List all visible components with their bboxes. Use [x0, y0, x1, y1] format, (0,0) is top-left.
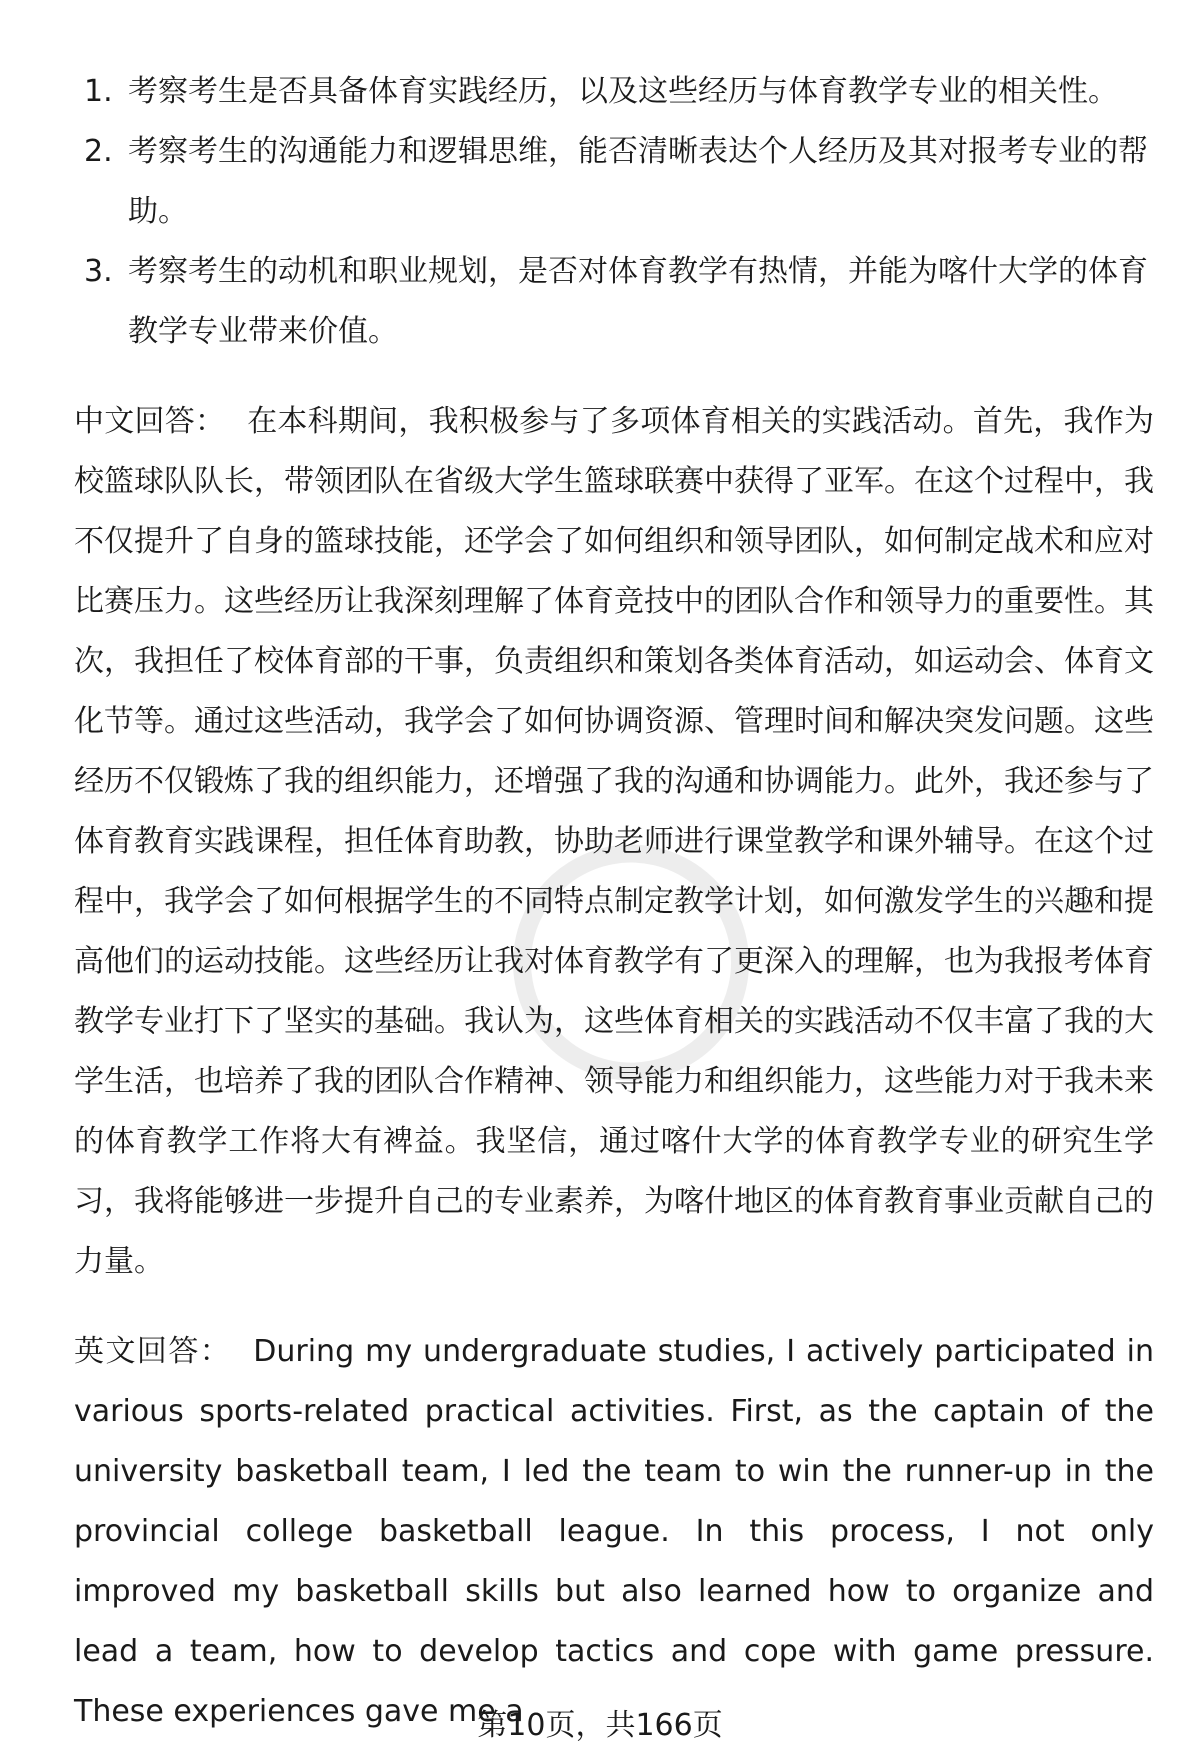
criteria-list	[74, 62, 1154, 362]
list-item-number: 1.	[84, 74, 113, 109]
list-item-text: 考察考生的动机和职业规划，是否对体育教学有热情，并能为喀什大学的体育教学专业带来价值。	[128, 254, 1148, 349]
english-answer-text: During my undergraduate studies, I actively participated in various sports-related practical activities. First, as the captain of the university basketball team, I led the team to win the runner-up in the provincial college basketball league. In this process, I not only improved my basketball skills but also learned how to organize and lead a team, how to develop tactics and cope with game pressure. These experiences gave me a	[74, 1334, 1155, 1729]
list-item-text: 考察考生是否具备体育实践经历，以及这些经历与体育教学专业的相关性。	[128, 74, 1118, 109]
list-item-number: 3.	[84, 254, 113, 289]
list-item	[74, 122, 1154, 242]
chinese-answer	[74, 392, 1154, 1292]
chinese-answer-label: 中文回答：	[74, 404, 226, 439]
chinese-answer-text: 在本科期间，我积极参与了多项体育相关的实践活动。首先，我作为校篮球队队长，带领团队在省级大学生篮球联赛中获得了亚军。在这个过程中，我不仅提升了自身的篮球技能，还学会了如何组织和领导团队，如何制定战术和应对比赛压力。这些经历让我深刻理解了体育竞技中的团队合作和领导力的重要性。其次，我担任了校体育部的干事，负责组织和策划各类体育活动，如运动会、体育文化节等。通过这些活动，我学会了如何协调资源、管理时间和解决突发问题。这些经历不仅锻炼了我的组织能力，还增强了我的沟通和协调能力。此外，我还参与了体育教育实践课程，担任体育助教，协助老师进行课堂教学和课外辅导。在这个过程中，我学会了如何根据学生的不同特点制定教学计划，如何激发学生的兴趣和提高他们的运动技能。这些经历让我对体育教学有了更深入的理解，也为我报考体育教学专业打下了坚实的基础。我认为，这些体育相关的实践活动不仅丰富了我的大学生活，也培养了我的团队合作精神、领导能力和组织能力，这些能力对于我未来的体育教学工作将大有裨益。我坚信，通过喀什大学的体育教学专业的研究生学习，我将能够进一步提升自己的专业素养，为喀什地区的体育教育事业贡献自己的力量。	[74, 404, 1155, 1279]
list-item-number: 2.	[84, 134, 113, 169]
list-item	[74, 62, 1154, 122]
list-item-text: 考察考生的沟通能力和逻辑思维，能否清晰表达个人经历及其对报考专业的帮助。	[128, 134, 1148, 229]
list-item	[74, 242, 1154, 362]
page-number: 第10页，共166页	[477, 1708, 723, 1743]
english-answer-label: 英文回答：	[74, 1334, 232, 1369]
